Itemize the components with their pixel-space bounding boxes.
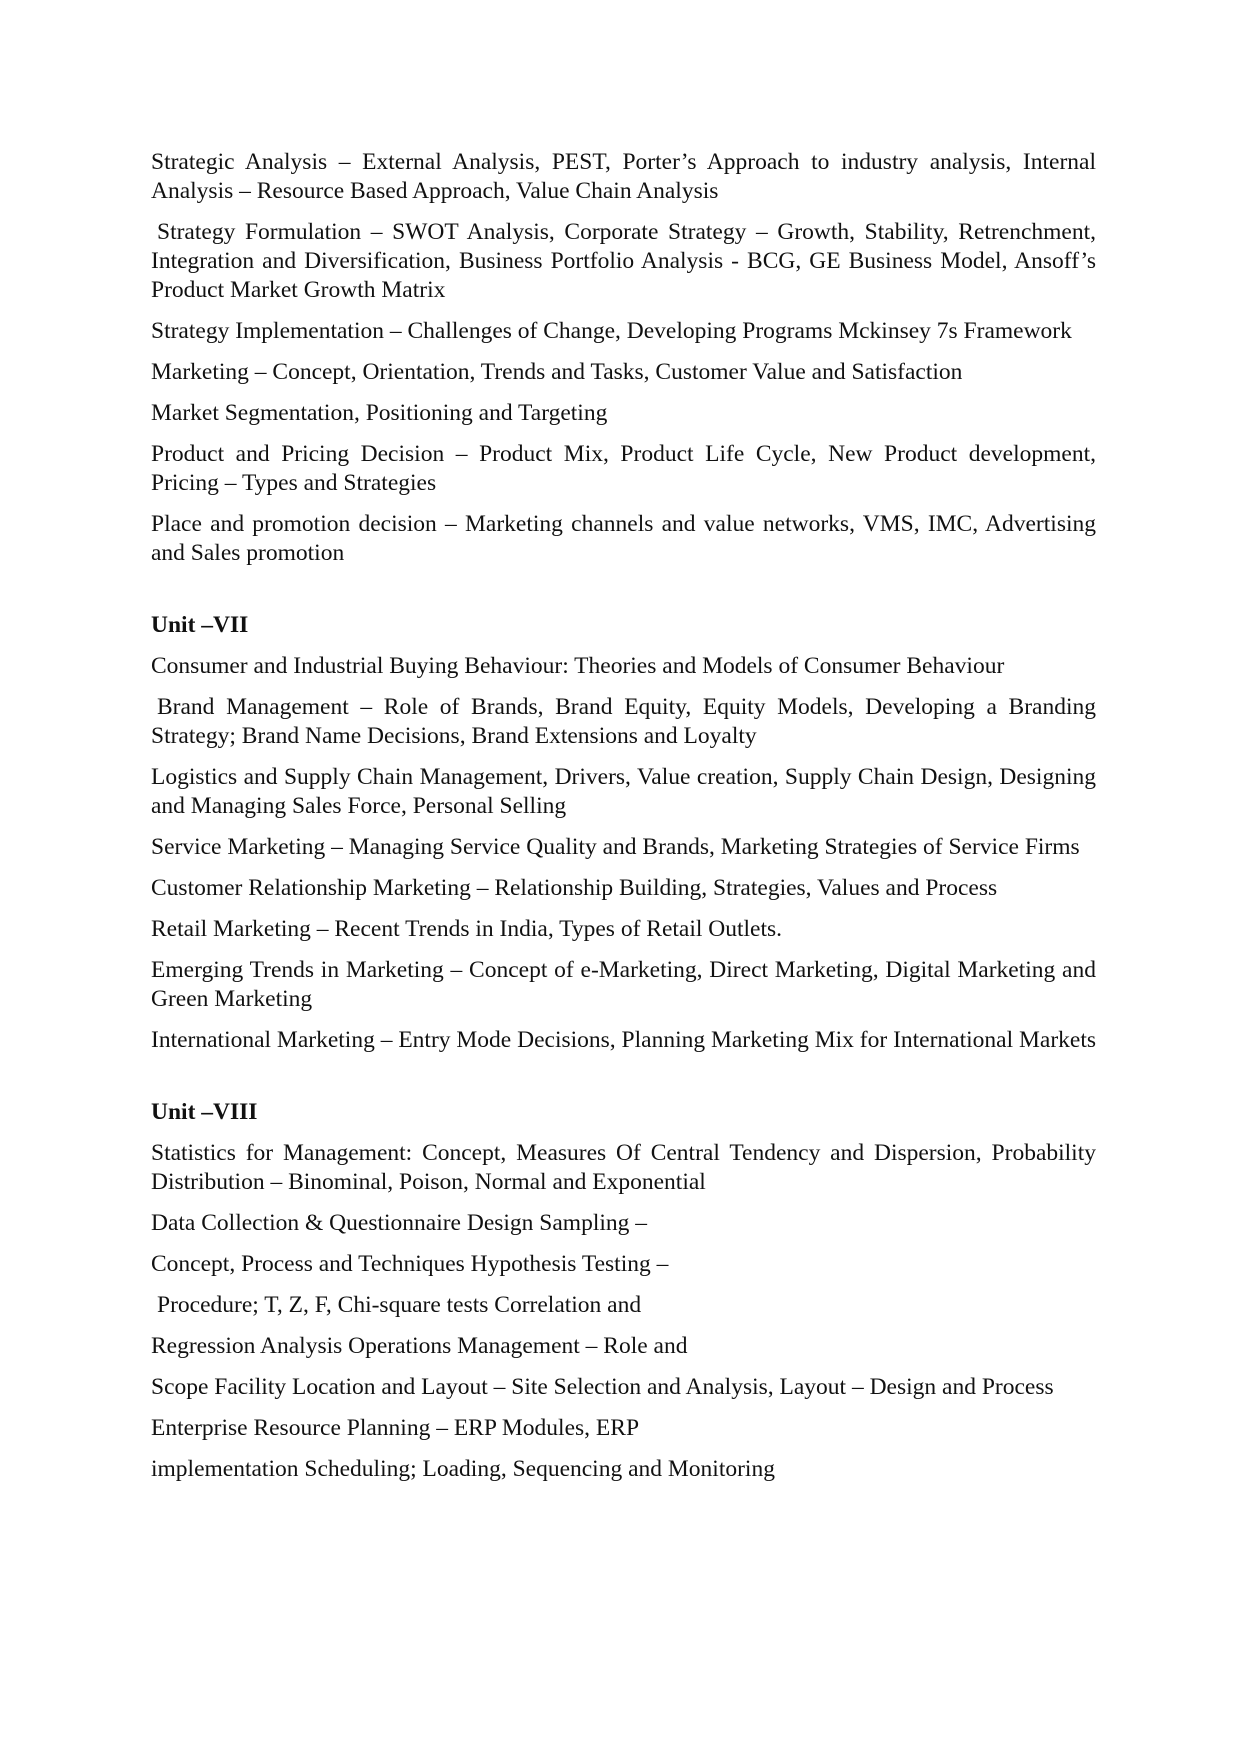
topic-paragraph: Product and Pricing Decision – Product Mix, Product Life Cycle, New Product development, Pricing – Types and Strategies <box>151 441 1096 496</box>
topic-paragraph: Strategy Implementation – Challenges of Change, Developing Programs Mckinsey 7s Framework <box>151 318 1072 344</box>
unit-7-topic: Service Marketing – Managing Service Quality and Brands, Marketing Strategies of Service Firms <box>151 834 1080 860</box>
unit-7-topic: Retail Marketing – Recent Trends in India, Types of Retail Outlets. <box>151 916 783 942</box>
unit-8-topic: Regression Analysis Operations Management – Role and <box>151 1333 688 1359</box>
unit-7-topic: Consumer and Industrial Buying Behaviour: Theories and Models of Consumer Behaviour <box>151 653 1005 679</box>
unit-8-topic: implementation Scheduling; Loading, Sequencing and Monitoring <box>151 1456 775 1482</box>
unit-8-topic: Statistics for Management: Concept, Measures Of Central Tendency and Dispersion, Probability Distribution – Binominal, Poison, Normal and Exponential <box>151 1140 1096 1195</box>
unit-7-topic: Emerging Trends in Marketing – Concept of e-Marketing, Direct Marketing, Digital Marketing and Green Marketing <box>151 957 1096 1012</box>
topic-paragraph: Place and promotion decision – Marketing channels and value networks, VMS, IMC, Advertising and Sales promotion <box>151 511 1096 566</box>
syllabus-page <box>151 148 1096 1496</box>
unit-7-heading: Unit –VII <box>151 612 249 638</box>
unit-8-heading: Unit –VIII <box>151 1099 258 1125</box>
topic-paragraph: Strategy Formulation – SWOT Analysis, Corporate Strategy – Growth, Stability, Retrenchment, Integration and Diversification, Business Portfolio Analysis - BCG, GE Business Model, Ansoff’s Product Market Growth Matrix <box>151 219 1096 303</box>
unit-8-topic: Enterprise Resource Planning – ERP Modules, ERP <box>151 1415 640 1441</box>
unit-7-topic: Brand Management – Role of Brands, Brand Equity, Equity Models, Developing a Branding Strategy; Brand Name Decisions, Brand Extensions and Loyalty <box>151 694 1096 749</box>
unit-7-topic: International Marketing – Entry Mode Decisions, Planning Marketing Mix for International Markets <box>151 1027 1097 1053</box>
unit-8-topic: Scope Facility Location and Layout – Site Selection and Analysis, Layout – Design and Process <box>151 1374 1054 1400</box>
topic-paragraph: Strategic Analysis – External Analysis, PEST, Porter’s Approach to industry analysis, Internal Analysis – Resource Based Approach, Value Chain Analysis <box>151 149 1096 204</box>
unit-8-topic: Data Collection & Questionnaire Design Sampling – <box>151 1210 648 1236</box>
topic-paragraph: Market Segmentation, Positioning and Targeting <box>151 400 608 426</box>
unit-7-topic: Customer Relationship Marketing – Relationship Building, Strategies, Values and Process <box>151 875 998 901</box>
topic-paragraph: Marketing – Concept, Orientation, Trends and Tasks, Customer Value and Satisfaction <box>151 359 963 385</box>
unit-8-topic: Procedure; T, Z, F, Chi-square tests Correlation and <box>157 1292 642 1318</box>
unit-8-topic: Concept, Process and Techniques Hypothesis Testing – <box>151 1251 669 1277</box>
unit-7-topic: Logistics and Supply Chain Management, Drivers, Value creation, Supply Chain Design, Designing and Managing Sales Force, Personal Selling <box>151 764 1096 819</box>
